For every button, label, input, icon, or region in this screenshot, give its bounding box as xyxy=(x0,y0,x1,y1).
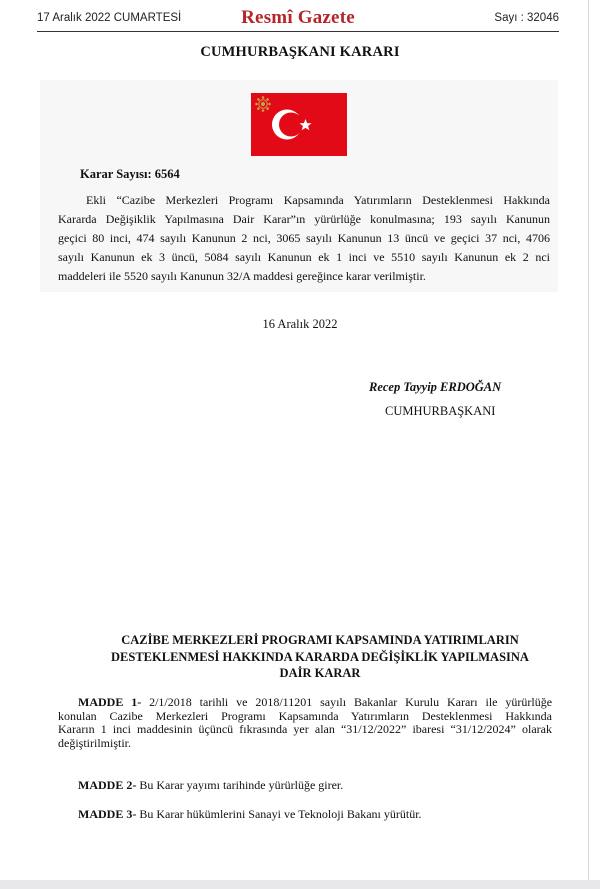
turkish-flag-image xyxy=(251,93,347,156)
article-1 xyxy=(58,696,552,750)
annex-title-line: DAİR KARAR xyxy=(279,666,361,680)
signer-name: Recep Tayyip ERDOĞAN xyxy=(369,380,502,394)
article-text: değiştirilmiştir. xyxy=(58,735,132,750)
article-text: Kararın 1 inci maddesinin üçüncü fıkrasında yer alan “31/12/2022” ibaresi “31/12/2024” olarak xyxy=(58,723,552,736)
article-text: konulan Cazibe Merkezleri Programı Kapsamında Yatırımların Desteklenmesi Hakkında xyxy=(58,709,552,723)
article-text: Bu Karar hükümlerini Sanayi ve Teknoloji Bakanı yürütür. xyxy=(139,807,422,821)
article-label: MADDE 1- xyxy=(78,696,142,709)
decision-body-line: Ekli “Cazibe Merkezleri Programı Kapsamında Yatırımların Desteklenmesi Hakkında xyxy=(86,193,550,207)
article-1-first-line xyxy=(58,696,552,710)
article-text: 2/1/2018 tarihli ve 2018/11201 sayılı Bakanlar Kurulu Kararı ile yürürlüğe xyxy=(149,696,552,709)
header-date: 17 Aralık 2022 CUMARTESİ xyxy=(37,12,182,24)
decision-date: 16 Aralık 2022 xyxy=(262,317,338,331)
page-edge-divider xyxy=(588,0,589,889)
issue-number: Sayı : 32046 xyxy=(494,12,559,24)
annex-title xyxy=(70,632,570,682)
gazette-header xyxy=(37,7,559,30)
decision-body-line: maddeleri ile 5520 sayılı Kanunun 32/A maddesi gereğince karar verilmiştir. xyxy=(58,269,426,283)
article-label: MADDE 2- xyxy=(78,778,137,792)
gazette-name: Resmî Gazete xyxy=(241,7,355,28)
annex-title-line: CAZİBE MERKEZLERİ PROGRAMI KAPSAMINDA YATIRIMLARIN xyxy=(121,633,519,647)
decision-body xyxy=(58,191,550,286)
article-3 xyxy=(58,808,552,822)
article-label: MADDE 3- xyxy=(78,807,137,821)
decision-number: Karar Sayısı: 6564 xyxy=(80,167,180,181)
annex-title-line: DESTEKLENMESİ HAKKINDA KARARDA DEĞİŞİKLİK YAPILMASINA xyxy=(111,649,529,664)
page-bottom-band xyxy=(0,880,600,889)
decision-body-line: Kararda Değişiklik Yapılmasına Dair Karar”ın yürürlüğe konulmasına; 193 sayılı Kanunun xyxy=(58,212,550,226)
article-text: Bu Karar yayımı tarihinde yürürlüğe girer. xyxy=(139,778,344,792)
decision-body-line: geçici 80 inci, 474 sayılı Kanunun 2 nci, 3065 sayılı Kanunun 13 üncü ve geçici 37 nci, 4706 xyxy=(58,231,550,245)
signer-title: CUMHURBAŞKANI xyxy=(385,404,496,418)
decision-body-line: sayılı Kanunun ek 3 üncü, 5084 sayılı Kanunun ek 1 inci ve 5510 sayılı Kanunun ek 2 nci xyxy=(58,250,550,264)
page-title: CUMHURBAŞKANI KARARI xyxy=(200,44,400,60)
article-2 xyxy=(58,779,552,793)
header-rule xyxy=(37,31,559,32)
